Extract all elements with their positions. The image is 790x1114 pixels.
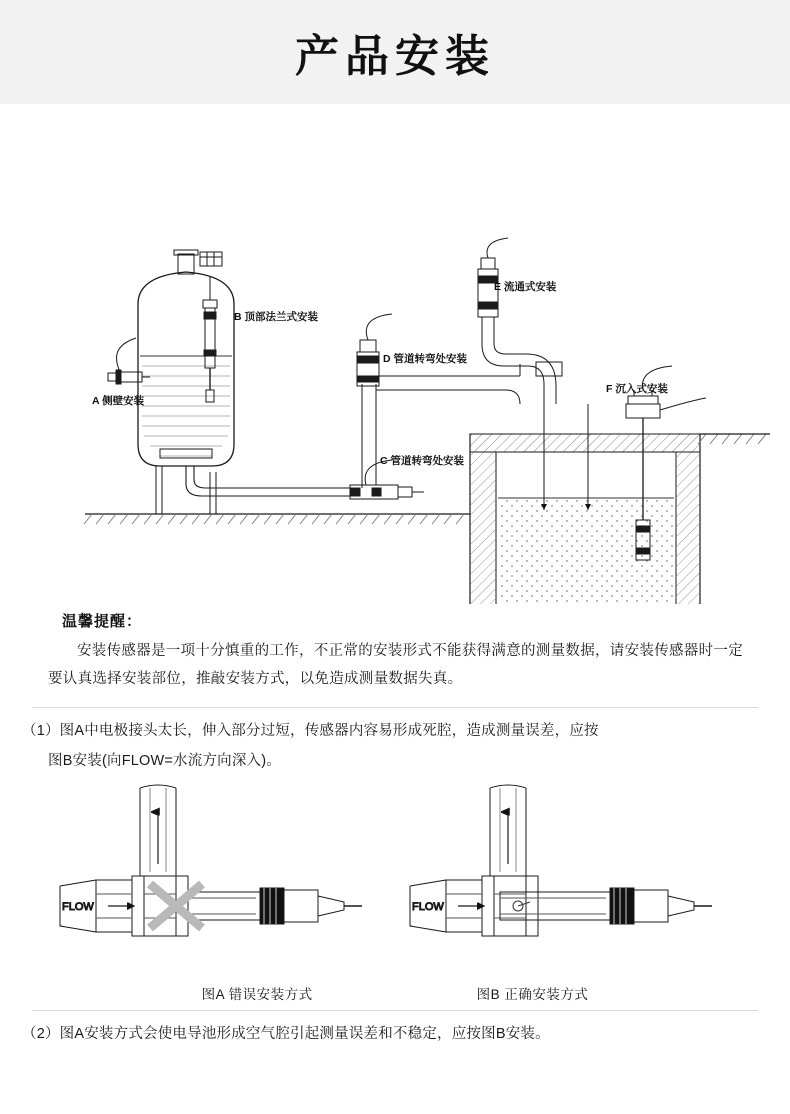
label-a: A 侧壁安装 xyxy=(92,395,145,407)
item-2 xyxy=(0,1011,790,1049)
liquid-basin xyxy=(470,434,770,604)
figure-a-wrong xyxy=(60,785,362,936)
label-b: B 顶部法兰式安装 xyxy=(234,311,318,323)
label-f: F 沉入式安装 xyxy=(606,383,668,395)
figure-captions xyxy=(0,983,790,1003)
notice-block xyxy=(0,604,790,693)
item-2-line-1: （2）图A安装方式会使电导池形成空气腔引起测量误差和不稳定，应按图B安装。 xyxy=(22,1026,550,1042)
label-d: D 管道转弯处安装 xyxy=(383,353,467,365)
ground-line-left xyxy=(84,514,470,524)
label-c: C 管道转弯处安装 xyxy=(380,455,464,467)
label-e: E 流通式安装 xyxy=(494,281,557,293)
sensor-b-top-flange xyxy=(203,276,217,402)
figure-b-correct xyxy=(410,785,712,936)
notice-body: 安装传感器是一项十分慎重的工作，不正常的安装形式不能获得满意的测量数据，请安装传感器时一定要认真选择安装部位，推敲安装方式，以免造成测量数据失真。 xyxy=(48,643,743,687)
page-header xyxy=(0,0,790,104)
comparison-figures xyxy=(0,776,790,1002)
flow-label-right: FLOW xyxy=(412,901,444,913)
flow-label-left: FLOW xyxy=(62,901,94,913)
sensor-e-flowthrough xyxy=(478,238,562,404)
figure-b-caption: 图B 正确安装方式 xyxy=(476,987,589,1002)
item-1 xyxy=(0,708,790,776)
sensor-a-sidewall xyxy=(108,338,150,384)
dip-pipes xyxy=(544,404,588,510)
installation-diagram xyxy=(0,104,790,604)
figure-a-caption: 图A 错误安装方式 xyxy=(201,987,313,1002)
page-title: 产品安装 xyxy=(295,32,495,81)
tank-vessel xyxy=(138,250,234,466)
item-1-line-2: 图B安装(向FLOW=水流方向深入)。 xyxy=(48,753,281,769)
notice-title: 温馨提醒： xyxy=(62,613,143,630)
item-1-line-1: （1）图A中电极接头太长，伸入部分过短，传感器内容易形成死腔，造成测量误差，应按 xyxy=(22,723,599,739)
